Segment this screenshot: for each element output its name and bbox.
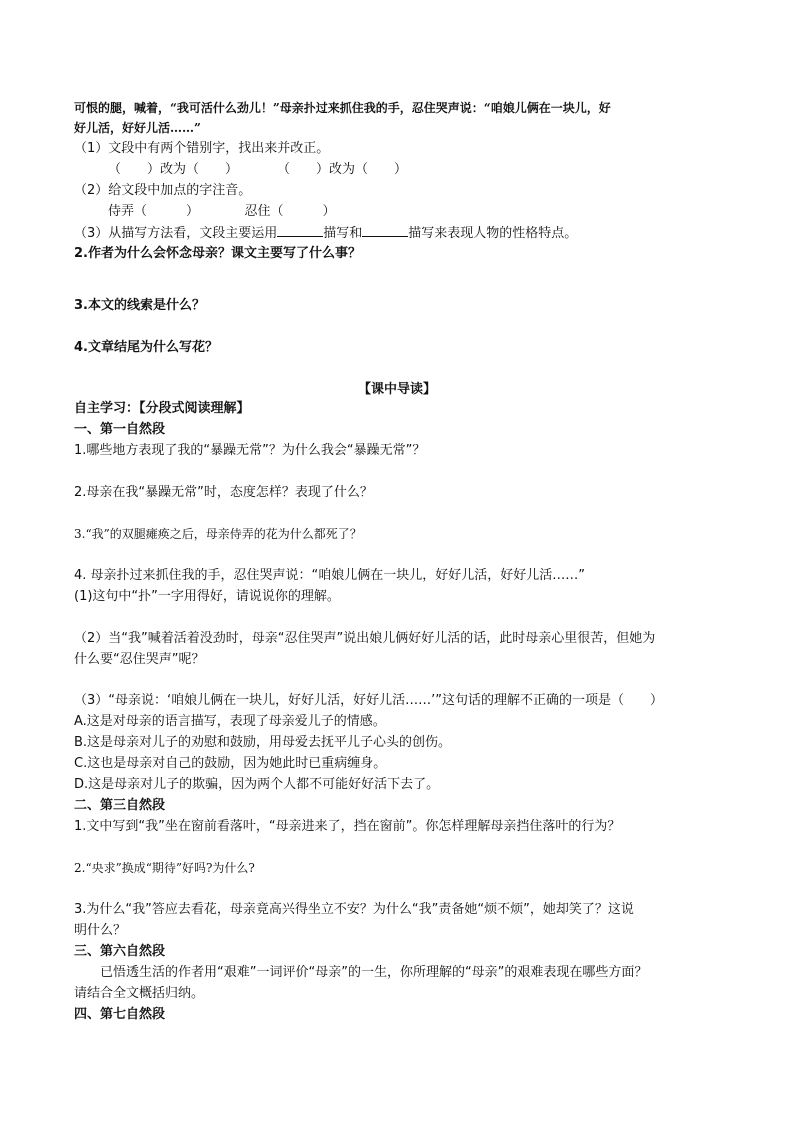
part1-q4-3: （3）“母亲说：‘咱娘儿俩在一块儿，好好儿活，好好儿活……’”这句话的理解不正确的一项是（ ） bbox=[74, 693, 664, 708]
option-a: A.这是对母亲的语言描写，表现了母亲爱儿子的情感。 bbox=[74, 714, 386, 729]
part1-q4-2-line-b: 什么要“忍住哭声”呢？ bbox=[74, 652, 205, 667]
part2-heading: 二、第三自然段 bbox=[74, 798, 166, 813]
question-2: 2.作者为什么会怀念母亲？课文主要写了什么事？ bbox=[74, 246, 361, 261]
section-title: 【课中导读】 bbox=[357, 382, 436, 397]
self-study-heading: 自主学习：【分段式阅读理解】 bbox=[74, 401, 250, 416]
q1-sub1-blanks: （ ）改为（ ） （ ）改为（ ） bbox=[108, 162, 408, 177]
question-3: 3.本文的线索是什么？ bbox=[74, 298, 205, 313]
q1-sub3-blank-2[interactable] bbox=[362, 224, 408, 237]
question-4: 4.文章结尾为什么写花？ bbox=[74, 340, 218, 355]
part1-q4: 4. 母亲扑过来抓住我的手，忍住哭声说：“咱娘儿俩在一块儿，好好儿活，好好儿活……” bbox=[74, 568, 586, 583]
part3-question-line-b: 请结合全文概括归纳。 bbox=[74, 986, 205, 1001]
passage-line-2: 好儿活，好好儿活……” bbox=[74, 121, 201, 135]
part1-q3: 3.“我”的双腿瘫痪之后，母亲侍弄的花为什么都死了？ bbox=[74, 527, 362, 541]
part1-q4-1: (1)这句中“扑”一字用得好，请说说你的理解。 bbox=[74, 589, 340, 604]
q1-sub3-blank-1[interactable] bbox=[277, 224, 323, 237]
option-d: D.这是母亲对儿子的欺骗，因为两个人都不可能好好活下去了。 bbox=[74, 777, 440, 792]
part4-heading: 四、第七自然段 bbox=[74, 1007, 166, 1022]
part1-q2: 2.母亲在我“暴躁无常”时，态度怎样？表现了什么？ bbox=[74, 485, 373, 500]
part1-q1: 1.哪些地方表现了我的“暴躁无常”？为什么我会“暴躁无常”？ bbox=[74, 443, 426, 458]
part3-question-line-a: 已悟透生活的作者用“艰难”一词评价“母亲”的一生，你所理解的“母亲”的艰难表现在哪些方面？ bbox=[100, 965, 648, 980]
part2-q1: 1.文中写到“我”坐在窗前看落叶，“母亲进来了，挡在窗前”。你怎样理解母亲挡住落叶的行为？ bbox=[74, 819, 621, 834]
q1-sub3-part-c: 描写来表现人物的性格特点。 bbox=[408, 226, 578, 241]
part2-q3-line-a: 3.为什么“我”答应去看花，母亲竟高兴得坐立不安？为什么“我”责备她“烦不烦”，她却笑了？这说 bbox=[74, 902, 634, 917]
option-c: C.这也是母亲对自己的鼓励，因为她此时已重病缠身。 bbox=[74, 756, 387, 771]
q1-sub2-blanks: 侍弄（ ） 忍住（ ） bbox=[108, 204, 336, 219]
option-b: B.这是母亲对儿子的劝慰和鼓励，用母爱去抚平儿子心头的创伤。 bbox=[74, 735, 452, 750]
q1-sub2: （2）给文段中加点的字注音。 bbox=[74, 183, 252, 198]
part3-heading: 三、第六自然段 bbox=[74, 944, 166, 959]
part1-heading: 一、第一自然段 bbox=[74, 422, 166, 437]
passage-line-1: 可恨的腿，喊着，“我可活什么劲儿！”母亲扑过来抓住我的手，忍住哭声说：“咱娘儿俩在一块儿，好 bbox=[74, 101, 611, 115]
part2-q3-line-b: 明什么？ bbox=[74, 923, 127, 938]
part1-q4-2-line-a: （2）当“我”喊着活着没劲时，母亲“忍住哭声”说出娘儿俩好好儿活的话，此时母亲心里很苦，但她为 bbox=[74, 631, 656, 646]
q1-sub1: （1）文段中有两个错别字，找出来并改正。 bbox=[74, 141, 330, 156]
q1-sub3-part-a: （3）从描写方法看，文段主要运用 bbox=[74, 226, 278, 241]
q1-sub3-part-b: 描写和 bbox=[323, 226, 363, 241]
part2-q2: 2.“央求”换成“期待”好吗?为什么? bbox=[74, 861, 255, 875]
q1-sub3 bbox=[74, 224, 577, 243]
